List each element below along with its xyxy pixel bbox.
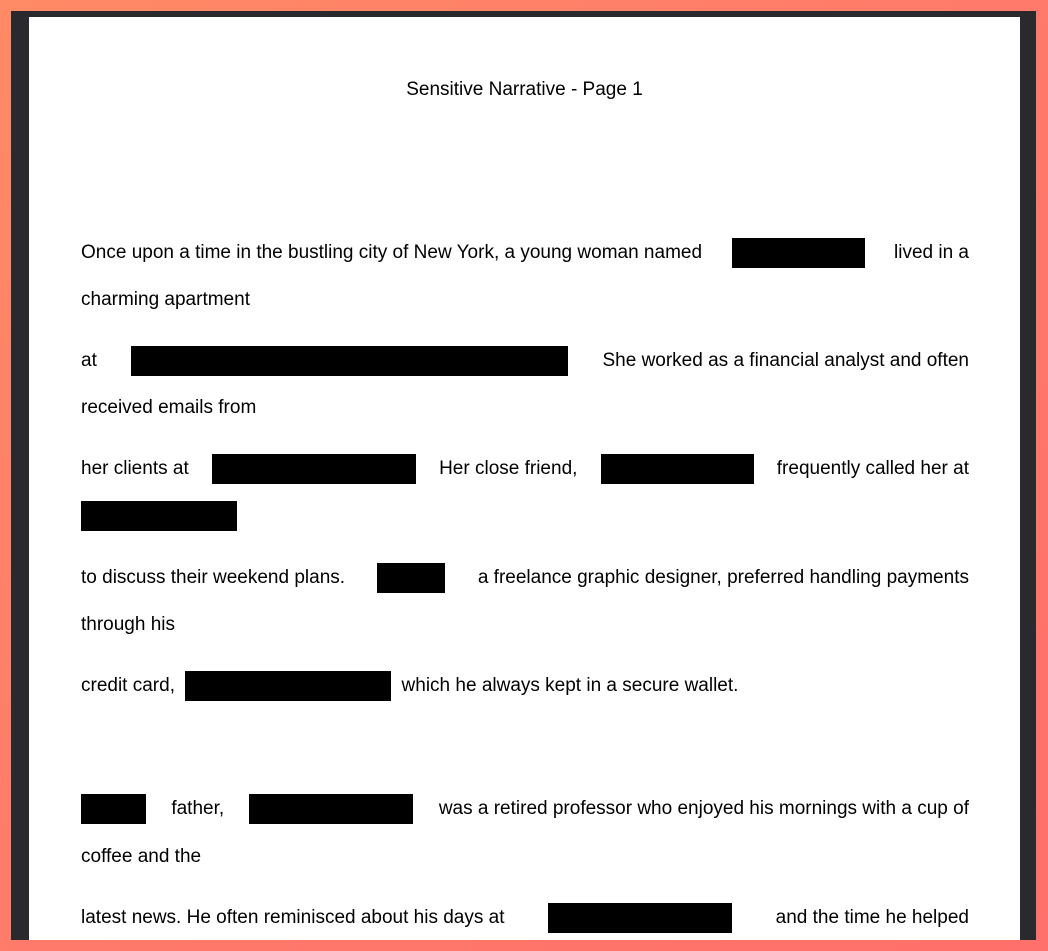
text-segment: frequently called her at: [776, 458, 969, 479]
redaction-box: [81, 794, 146, 824]
text-segment: Her close friend,: [439, 458, 578, 479]
redaction-box: [131, 346, 568, 376]
text-segment: Once upon a time in the bustling city of New York, a young woman named: [81, 242, 703, 263]
redaction-box: [81, 501, 237, 531]
redaction-box: [732, 238, 865, 268]
text-line: [81, 563, 969, 593]
text-line: [81, 610, 969, 640]
text-line: [81, 454, 969, 484]
text-line: [81, 671, 969, 701]
text-segment: at: [81, 350, 97, 371]
text-segment: and the time he helped: [775, 907, 969, 928]
text-segment: to discuss their weekend plans.: [81, 567, 346, 588]
text-segment: She worked as a financial analyst and often: [602, 350, 969, 371]
text-segment: through his: [81, 614, 176, 635]
text-line: [81, 238, 969, 268]
text-segment: which he always kept in a secure wallet.: [401, 675, 739, 697]
text-line: [81, 794, 969, 824]
text-segment: her clients at: [81, 458, 189, 479]
viewer-frame: [11, 11, 1036, 940]
redaction-box: [185, 671, 391, 701]
text-line: [81, 346, 969, 376]
page-title: Sensitive Narrative - Page 1: [406, 79, 643, 100]
redaction-box: [377, 563, 445, 593]
redaction-box: [212, 454, 416, 484]
text-segment: was a retired professor who enjoyed his mornings with a cup of: [438, 798, 969, 819]
text-segment: lived in a: [894, 242, 969, 263]
text-line: [81, 903, 969, 933]
redaction-box: [548, 903, 732, 933]
text-segment: credit card,: [81, 675, 175, 697]
text-line: [81, 501, 969, 531]
redaction-box: [601, 454, 754, 484]
document-page: [29, 17, 1020, 940]
text-line: [81, 842, 969, 872]
text-segment: father,: [171, 798, 225, 819]
redaction-box: [249, 794, 413, 824]
text-segment: coffee and the: [81, 846, 202, 867]
text-segment: received emails from: [81, 397, 257, 418]
text-line: [81, 393, 969, 423]
text-segment: charming apartment: [81, 289, 250, 310]
text-line: [81, 285, 969, 315]
text-segment: latest news. He often reminisced about his days at: [81, 907, 505, 928]
text-segment: a freelance graphic designer, preferred handling payments: [477, 567, 969, 588]
